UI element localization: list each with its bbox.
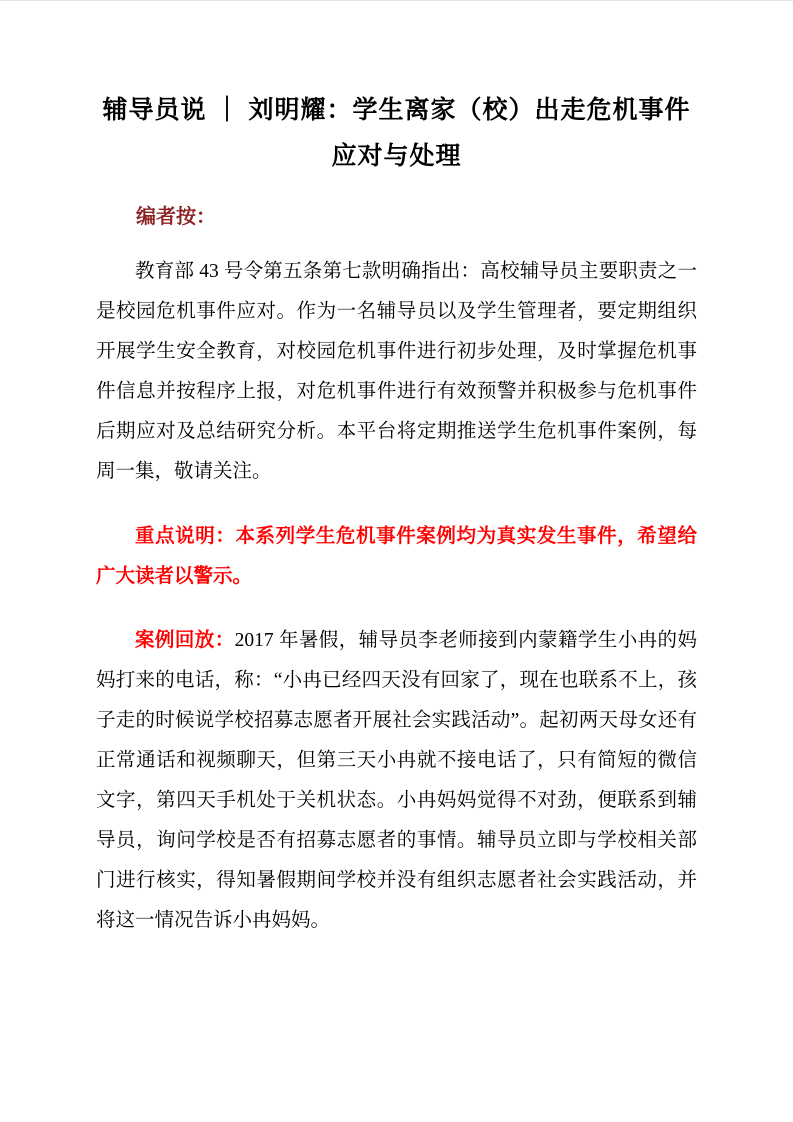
case-replay-paragraph xyxy=(96,620,697,941)
title-line-1: 辅导员说 ｜ 刘明耀：学生离家（校）出走危机事件 xyxy=(102,96,691,124)
key-note-text: 本系列学生危机事件案例均为真实发生事件，希望给广大读者以警示。 xyxy=(96,525,697,587)
key-note-label: 重点说明： xyxy=(135,525,236,547)
title-line-2: 应对与处理 xyxy=(331,142,462,170)
case-replay-label: 案例回放： xyxy=(135,629,235,651)
key-note-paragraph xyxy=(96,516,697,596)
intro-paragraph: 教育部 43 号令第五条第七款明确指出：高校辅导员主要职责之一是校园危机事件应对。作为一名辅导员以及学生管理者，要定期组织开展学生安全教育，对校园危机事件进行初步处理，及时掌握危机事件信息并按程序上报，对危机事件进行有效预警并积极参与危机事件后期应对及总结研究分析。本平台将定期推送学生危机事件案例，每周一集，敬请关注。 xyxy=(96,261,697,482)
case-replay-text: 2017 年暑假，辅导员李老师接到内蒙籍学生小冉的妈妈打来的电话，称：“小冉已经四天没有回家了，现在也联系不上，孩子走的时候说学校招募志愿者开展社会实践活动”。起初两天母女还有正常通话和视频聊天，但第三天小冉就不接电话了，只有简短的微信文字，第四天手机处于关机状态。小冉妈妈觉得不对劲，便联系到辅导员，询问学校是否有招募志愿者的事情。辅导员立即与学校相关部门进行核实，得知暑假期间学校并没有组织志愿者社会实践活动，并将这一情况告诉小冉妈妈。 xyxy=(96,630,697,931)
document-title xyxy=(96,87,697,179)
editor-note-label: 编者按： xyxy=(136,206,216,228)
